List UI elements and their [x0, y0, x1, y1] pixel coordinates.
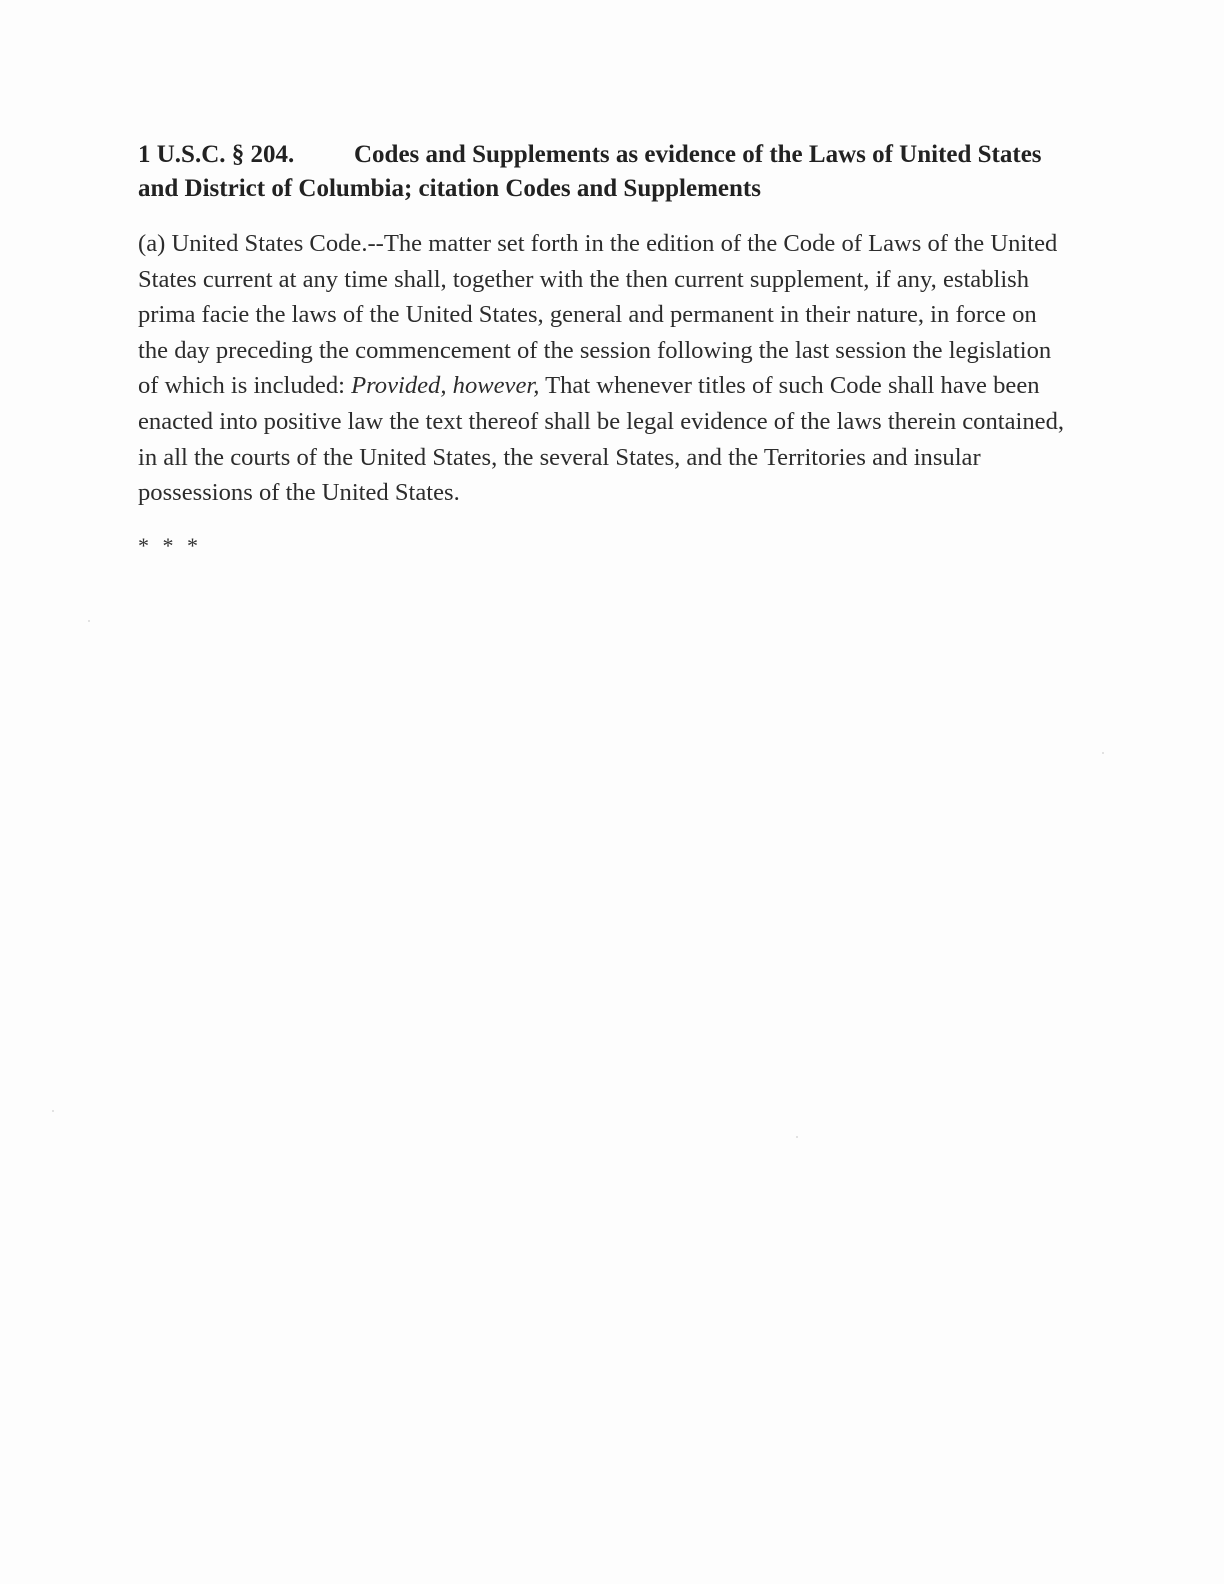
- paragraph-text-start: (a) United States Code.--The matter set forth in the edition of the Code of Laws of the United States current at any time shall, together with the then current supplement, if any, establish prima facie the laws of the United States, general and permanent in their nature, in force on the day preceding the commencement of the session following the last session the legislation of which is included:: [138, 230, 1058, 400]
- section-citation: 1 U.S.C. § 204.: [138, 141, 295, 168]
- scan-speck: [88, 620, 90, 622]
- scan-speck: [1102, 752, 1104, 754]
- section-heading: [138, 138, 1068, 206]
- scan-speck: [52, 1110, 54, 1112]
- paragraph-italic-phrase: Provided, however,: [351, 372, 540, 400]
- section-separator: * * *: [138, 532, 202, 558]
- paragraph-text-end: That whenever titles of such Code shall have been enacted into positive law the text thereof shall be legal evidence of the laws therein contained, in all the courts of the United States, the several States, and the Territories and insular possessions of the United States.: [138, 372, 1065, 507]
- section-paragraph: [138, 226, 1068, 511]
- scan-speck: [796, 1136, 798, 1138]
- section-title: Codes and Supplements as evidence of the Laws of United States and District of Columbia; citation Codes and Supplements: [138, 141, 1042, 202]
- document-content: [138, 138, 1068, 559]
